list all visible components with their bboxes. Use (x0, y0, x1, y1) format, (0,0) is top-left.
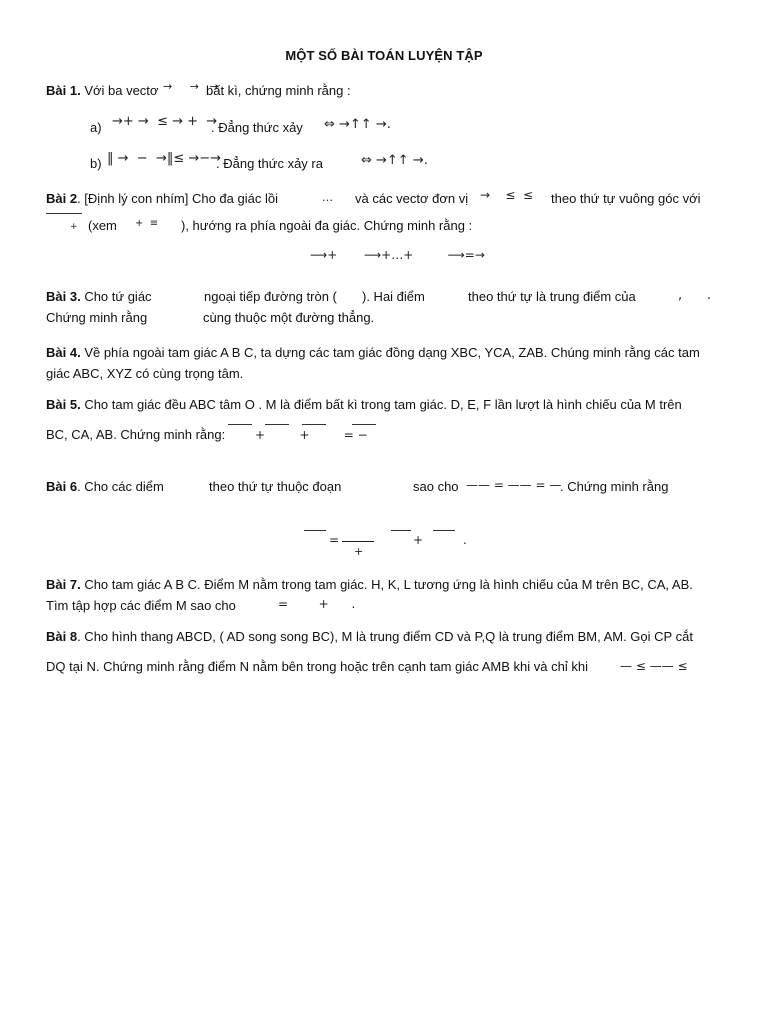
problem-4-line-1 (46, 342, 722, 363)
problem-7-line1: Cho tam giác A B C. Điểm M nằm trong tam giác. H, K, L tương ứng là hình chiếu của M trên BC, CA, AB. (84, 577, 693, 592)
problem-4-label: Bài 4. (46, 345, 81, 360)
problem-2-conclusion-formula: ⟶+ ⟶+…+ ⟶=→ (310, 248, 485, 262)
problem-1-part-b-label: b) (90, 156, 102, 171)
problem-3-text-c: ). Hai điểm (362, 289, 425, 304)
problem-5-line-2: BC, CA, AB. Chứng minh rằng: (46, 427, 226, 442)
problem-6-vector-bar-2 (391, 530, 411, 531)
problem-1-part-b-condition: ⇔ →↑↑ →. (361, 153, 428, 168)
problem-1-part-a-condition: ⇔ →↑↑ →. (324, 117, 391, 132)
problem-3-label: Bài 3. (46, 289, 81, 304)
problem-5-equation: + + = − (255, 428, 368, 442)
problem-6-fraction-bar (342, 541, 374, 542)
problem-6-plus: + (413, 533, 424, 547)
problem-6-text-a: . Cho các diểm (77, 479, 164, 494)
problem-7-line-2: Tìm tập hợp các điểm M sao cho (46, 598, 236, 613)
problem-2-index-note: + ≡ (135, 218, 159, 229)
problem-1-part-b-formula: ‖ → − →‖≤ →−→ (107, 151, 222, 166)
problem-6-period: . (463, 533, 467, 547)
problem-8-line-2: DQ tại N. Chứng minh rằng điểm N nằm bên trong hoặc trên cạnh tam giác AMB khi và chỉ khi (46, 659, 588, 674)
problem-6-vector-bar-1 (304, 530, 326, 531)
page-title: MỘT SỐ BÀI TOÁN LUYỆN TẬP (285, 48, 483, 63)
problem-2-polygon-dots: … (322, 191, 333, 204)
problem-6-text-b: theo thứ tự thuộc đoạn (209, 479, 342, 494)
problem-2-text-b: và các vectơ đơn vị (355, 191, 469, 206)
problem-5-vector-bar-2 (265, 424, 289, 425)
problem-2-index-plus: + (70, 222, 78, 232)
problem-1-label: Bài 1. (46, 83, 81, 98)
problem-6-denominator-plus: + (354, 545, 364, 558)
problem-3-text-d: theo thứ tự là trung điểm của (468, 289, 636, 304)
problem-2-text-c: theo thứ tự vuông góc với (551, 191, 701, 206)
problem-5-label: Bài 5. (46, 397, 81, 412)
problem-1-text-a: Với ba vectơ (84, 83, 159, 98)
problem-6-text-c: sao cho (413, 479, 459, 494)
problem-6-label: Bài 6 (46, 479, 78, 494)
problem-2-label: Bài 2 (46, 191, 78, 206)
problem-1-line-1 (46, 80, 722, 101)
problem-1-text-b: bất kì, chứng minh rằng : (206, 83, 351, 98)
problem-8-inequality: — ≤ —— ≤ (620, 659, 688, 673)
problem-7-line-1 (46, 574, 722, 595)
problem-3-text-b: ngoại tiếp đường tròn ( (204, 289, 337, 304)
problem-2-text-a: . [Định lý con nhím] Cho đa giác lồi (77, 191, 278, 206)
problem-3-line-2 (46, 307, 722, 328)
problem-5-line1: Cho tam giác đều ABC tâm O . M là điểm bất kì trong tam giác. D, E, F lần lượt là hình chiếu của M trên (84, 397, 682, 412)
problem-2-line2-a: (xem (88, 218, 117, 233)
problem-8-label: Bài 8 (46, 629, 78, 644)
problem-3-line2-b: cùng thuộc một đường thẳng. (203, 310, 375, 325)
problem-7-condition: = + . (278, 597, 356, 611)
problem-5-vector-bar-3 (302, 424, 326, 425)
problem-1-vectors: → → → (163, 80, 219, 93)
problem-8-line-1 (46, 626, 722, 647)
problem-5-vector-bar-4 (352, 424, 376, 425)
problem-1-part-a-formula: →+ → ≤ → + → (112, 114, 218, 129)
problem-3-punctuation: , . (678, 288, 712, 303)
problem-6-vector-bar-3 (433, 530, 455, 531)
problem-5-vector-bar-1 (228, 424, 252, 425)
problem-2-line2-b: ), hướng ra phía ngoài đa giác. Chứng minh rằng : (181, 218, 473, 233)
problem-3-text-a: Cho tứ giác (84, 289, 152, 304)
problem-7-label: Bài 7. (46, 577, 81, 592)
problem-6-equals: = (329, 533, 340, 547)
problem-4-line1: Về phía ngoài tam giác A B C, ta dựng các tam giác đồng dạng XBC, YCA, ZAB. Chúng minh rằng các tam (84, 345, 700, 360)
problem-2-unit-vector-range: → ≤ ≤ (480, 188, 534, 202)
problem-8-line1: . Cho hình thang ABCD, ( AD song song BC), M là trung điểm CD và P,Q là trung điểm BM, AM. Gọi CP cắt (77, 629, 693, 644)
problem-1-part-b-text: . Đẳng thức xảy ra (216, 156, 323, 171)
problem-1-part-a-label: a) (90, 120, 102, 135)
problem-4-line-2: giác ABC, XYZ có cùng trọng tâm. (46, 366, 244, 381)
problem-3-line2-a: Chứng minh rằng (46, 310, 148, 325)
problem-6-text-d: . Chứng minh rằng (560, 479, 669, 494)
problem-2-vector-bar (46, 213, 82, 214)
problem-5-line-1 (46, 394, 722, 415)
problem-1-part-a-text: . Đẳng thức xảy (211, 120, 303, 135)
problem-6-ratio-equation: —— = —— = — (466, 478, 562, 492)
